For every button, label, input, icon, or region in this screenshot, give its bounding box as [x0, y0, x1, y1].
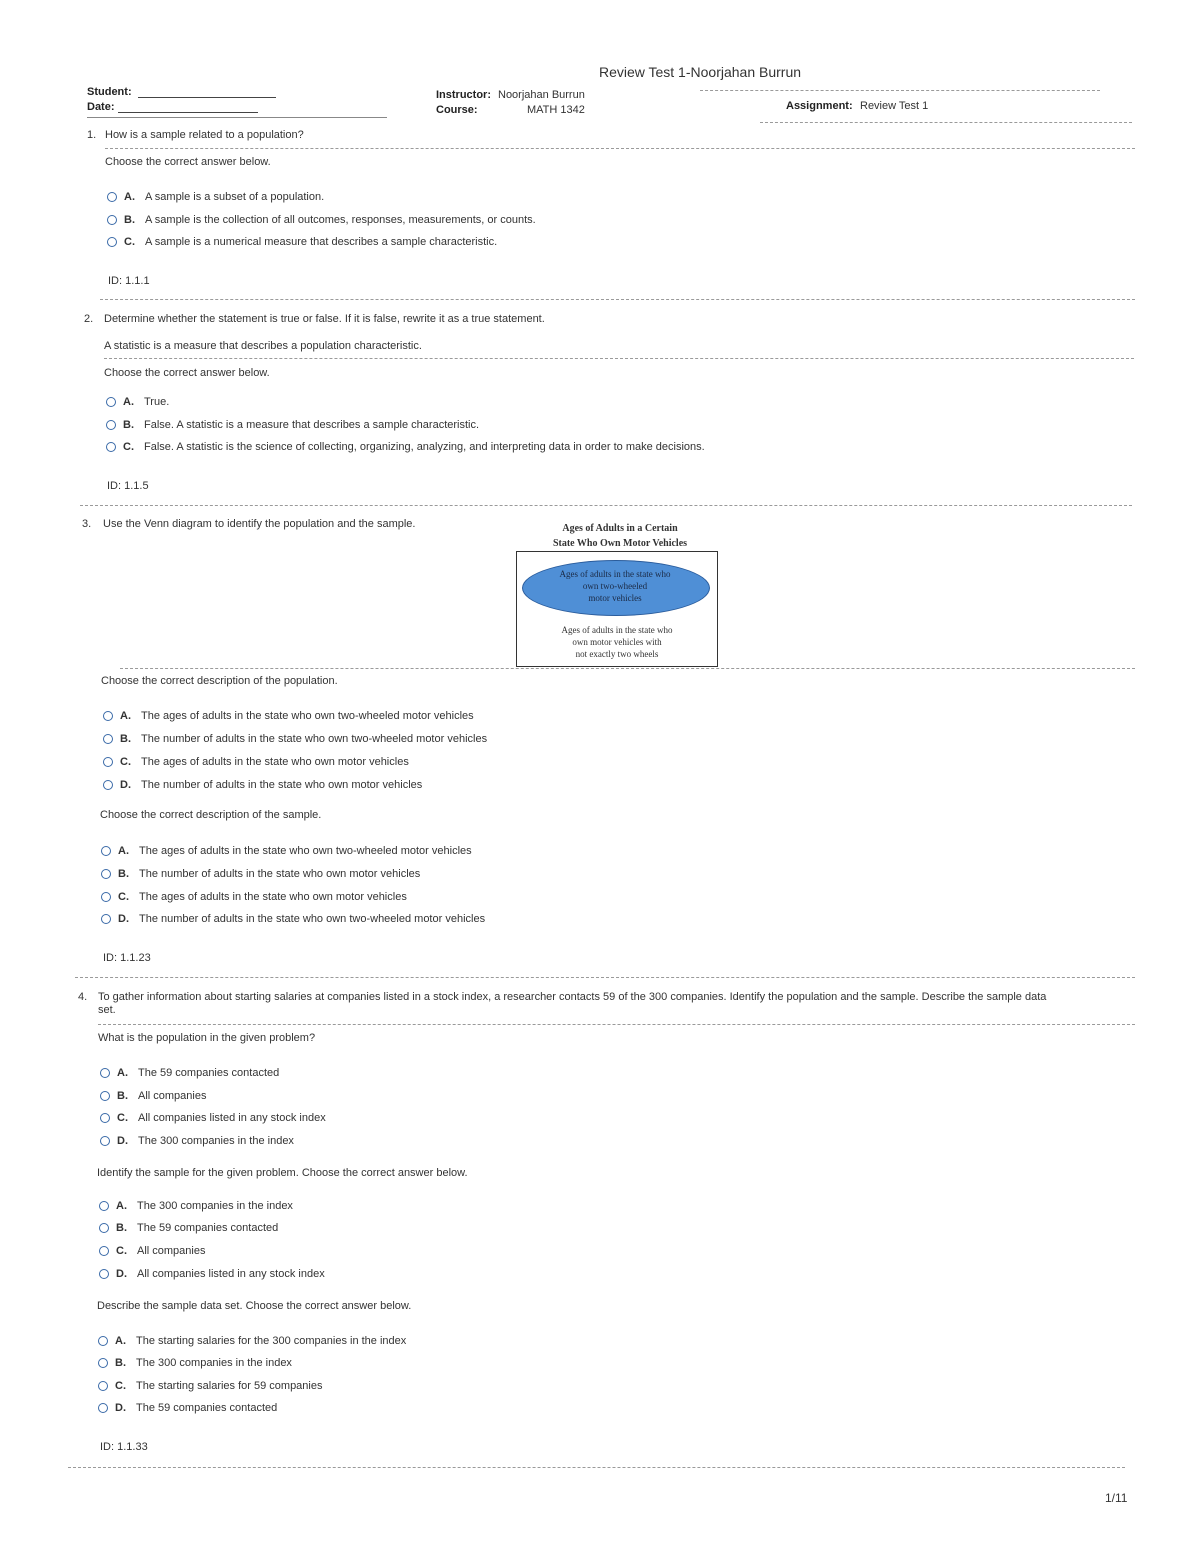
- q4-prompt-population: What is the population in the given problem?: [98, 1032, 316, 1044]
- q2-prompt: Choose the correct answer below.: [104, 367, 270, 379]
- q4-data-option-b[interactable]: B. The 300 companies in the index: [98, 1357, 292, 1369]
- q3-separator: [75, 977, 1135, 978]
- assignment-label: Assignment:: [786, 100, 853, 112]
- venn-diagram: [516, 551, 718, 667]
- q2-statement: A statistic is a measure that describes a population characteristic.: [104, 340, 422, 352]
- q1-option-a[interactable]: A. A sample is a subset of a population.: [107, 191, 324, 203]
- header-divider-left: [87, 117, 387, 118]
- date-field[interactable]: [118, 112, 258, 113]
- course-label: Course:: [436, 104, 478, 116]
- radio-icon[interactable]: [103, 734, 113, 744]
- radio-icon[interactable]: [100, 1113, 110, 1123]
- radio-icon[interactable]: [98, 1381, 108, 1391]
- q3-sample-option-c[interactable]: C. The ages of adults in the state who own motor vehicles: [101, 891, 407, 903]
- q4-population-option-a[interactable]: A. The 59 companies contacted: [100, 1067, 279, 1079]
- venn-title-line-2: State Who Own Motor Vehicles: [552, 538, 688, 549]
- q3-sample-option-d[interactable]: D. The number of adults in the state who own two-wheeled motor vehicles: [101, 913, 485, 925]
- venn-title: [520, 521, 720, 551]
- q4-data-option-d[interactable]: D. The 59 companies contacted: [98, 1402, 277, 1414]
- q4-population-option-c[interactable]: C. All companies listed in any stock index: [100, 1112, 326, 1124]
- q4-question-line-2: set.: [98, 1004, 116, 1016]
- student-label: Student:: [87, 86, 132, 98]
- page-title: Review Test 1-Noorjahan Burrun: [598, 64, 802, 80]
- radio-icon[interactable]: [100, 1091, 110, 1101]
- q2-question: Determine whether the statement is true or false. If it is false, rewrite it as a true statement.: [104, 313, 545, 325]
- q1-option-c[interactable]: C. A sample is a numerical measure that describes a sample characteristic.: [107, 236, 497, 248]
- radio-icon[interactable]: [106, 397, 116, 407]
- q4-question-line-1: To gather information about starting salaries at companies listed in a stock index, a researcher contacts 59 of the 300 companies. Identify the population and the sample. Describe the sample data: [98, 991, 1047, 1003]
- radio-icon[interactable]: [103, 711, 113, 721]
- q4-prompt-data: Describe the sample data set. Choose the correct answer below.: [97, 1300, 412, 1312]
- header-divider-right: [760, 122, 1132, 123]
- radio-icon[interactable]: [101, 846, 111, 856]
- q1-option-b[interactable]: B. A sample is the collection of all outcomes, responses, measurements, or counts.: [107, 214, 536, 226]
- q4-separator: [68, 1467, 1125, 1468]
- radio-icon[interactable]: [99, 1201, 109, 1211]
- q1-divider: [105, 148, 1135, 149]
- q4-data-option-a[interactable]: A. The starting salaries for the 300 companies in the index: [98, 1335, 406, 1347]
- q3-sample-option-a[interactable]: A. The ages of adults in the state who own two-wheeled motor vehicles: [101, 845, 472, 857]
- instructor-label: Instructor:: [436, 89, 491, 101]
- q1-prompt: Choose the correct answer below.: [105, 156, 271, 168]
- radio-icon[interactable]: [103, 757, 113, 767]
- q2-option-b[interactable]: B. False. A statistic is a measure that describes a sample characteristic.: [106, 419, 479, 431]
- radio-icon[interactable]: [99, 1246, 109, 1256]
- q2-option-c[interactable]: C. False. A statistic is the science of collecting, organizing, analyzing, and interpreting data in order to make decisions.: [106, 441, 705, 453]
- radio-icon[interactable]: [106, 442, 116, 452]
- radio-icon[interactable]: [101, 869, 111, 879]
- radio-icon[interactable]: [107, 192, 117, 202]
- radio-icon[interactable]: [100, 1068, 110, 1078]
- radio-icon[interactable]: [107, 215, 117, 225]
- q4-number: 4.: [78, 991, 88, 1003]
- radio-icon[interactable]: [101, 914, 111, 924]
- radio-icon[interactable]: [106, 420, 116, 430]
- q4-sample-option-a[interactable]: A. The 300 companies in the index: [99, 1200, 293, 1212]
- q2-number: 2.: [84, 313, 94, 325]
- assignment-value: Review Test 1: [860, 100, 929, 112]
- radio-icon[interactable]: [98, 1403, 108, 1413]
- q2-separator: [80, 505, 1132, 506]
- q2-option-a[interactable]: A. True.: [106, 396, 169, 408]
- q4-id: ID: 1.1.33: [100, 1441, 148, 1453]
- q3-population-option-b[interactable]: B. The number of adults in the state who own two-wheeled motor vehicles: [103, 733, 487, 745]
- student-field[interactable]: [138, 97, 276, 98]
- q1-number: 1.: [87, 129, 97, 141]
- radio-icon[interactable]: [100, 1136, 110, 1146]
- radio-icon[interactable]: [107, 237, 117, 247]
- venn-outer-label: Ages of adults in the state who own motor vehicles with not exactly two wheels: [561, 625, 673, 659]
- q4-population-option-b[interactable]: B. All companies: [100, 1090, 206, 1102]
- q1-separator: [100, 299, 1135, 300]
- q4-population-option-d[interactable]: D. The 300 companies in the index: [100, 1135, 294, 1147]
- q3-prompt-population: Choose the correct description of the population.: [101, 675, 338, 687]
- instructor-value: Noorjahan Burrun: [498, 89, 585, 101]
- page-number: 1/11: [1105, 1491, 1128, 1505]
- q3-divider: [120, 668, 1135, 669]
- q1-id: ID: 1.1.1: [108, 275, 150, 287]
- radio-icon[interactable]: [98, 1336, 108, 1346]
- venn-title-line-1: Ages of Adults in a Certain: [562, 523, 678, 534]
- q4-sample-option-d[interactable]: D. All companies listed in any stock index: [99, 1268, 325, 1280]
- radio-icon[interactable]: [98, 1358, 108, 1368]
- radio-icon[interactable]: [99, 1223, 109, 1233]
- q2-id: ID: 1.1.5: [107, 480, 149, 492]
- radio-icon[interactable]: [99, 1269, 109, 1279]
- q4-divider: [98, 1024, 1135, 1025]
- q4-sample-option-c[interactable]: C. All companies: [99, 1245, 205, 1257]
- q1-question: How is a sample related to a population?: [105, 129, 304, 141]
- q3-number: 3.: [82, 518, 92, 530]
- q3-question: Use the Venn diagram to identify the population and the sample.: [103, 518, 416, 530]
- q4-prompt-sample: Identify the sample for the given problem. Choose the correct answer below.: [97, 1167, 468, 1179]
- q4-sample-option-b[interactable]: B. The 59 companies contacted: [99, 1222, 278, 1234]
- course-value: MATH 1342: [527, 104, 585, 116]
- q3-population-option-d[interactable]: D. The number of adults in the state who own motor vehicles: [103, 779, 422, 791]
- radio-icon[interactable]: [103, 780, 113, 790]
- radio-icon[interactable]: [101, 892, 111, 902]
- venn-inner-label: Ages of adults in the state who own two-wheeled motor vehicles: [559, 569, 671, 603]
- q4-data-option-c[interactable]: C. The starting salaries for 59 companies: [98, 1380, 322, 1392]
- q2-divider: [104, 358, 1134, 359]
- q3-population-option-c[interactable]: C. The ages of adults in the state who own motor vehicles: [103, 756, 409, 768]
- date-label: Date:: [87, 101, 115, 113]
- q3-population-option-a[interactable]: A. The ages of adults in the state who own two-wheeled motor vehicles: [103, 710, 474, 722]
- q3-sample-option-b[interactable]: B. The number of adults in the state who own motor vehicles: [101, 868, 420, 880]
- header-divider-top: [700, 90, 1100, 91]
- q3-prompt-sample: Choose the correct description of the sample.: [100, 809, 322, 821]
- q3-id: ID: 1.1.23: [103, 952, 151, 964]
